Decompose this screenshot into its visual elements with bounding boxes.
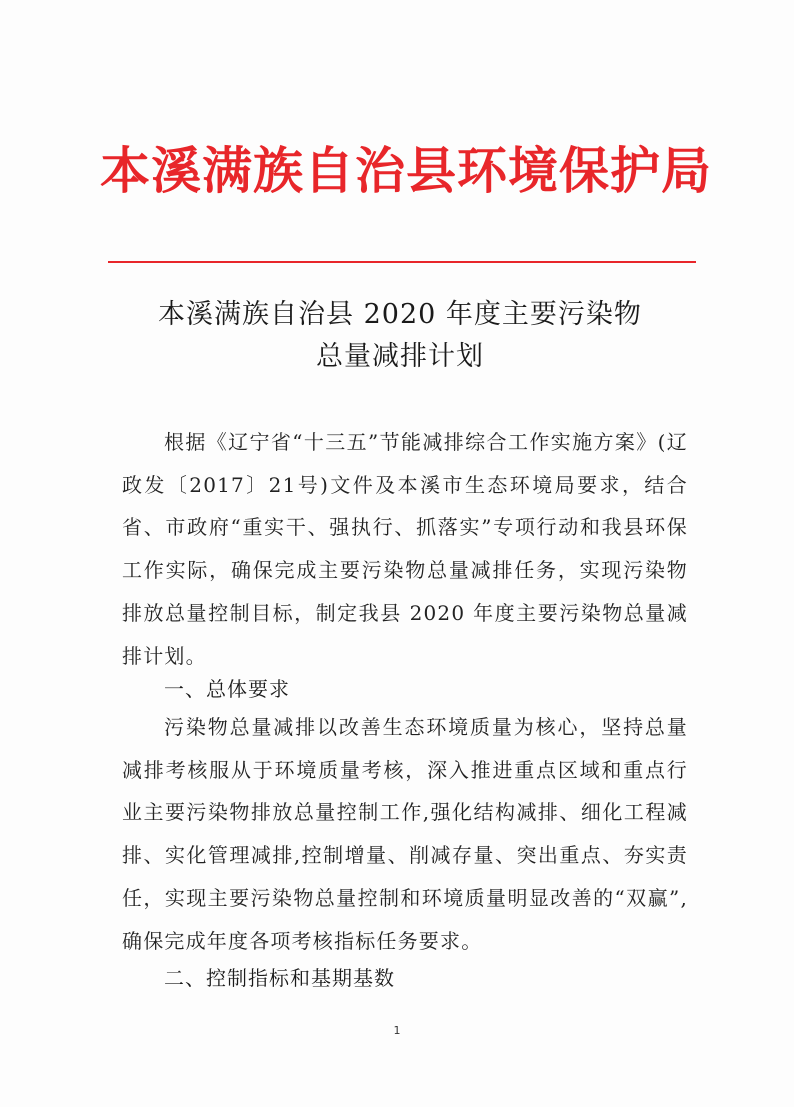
agency-letterhead-title: 本溪满族自治县环境保护局	[100, 142, 712, 200]
letterhead-divider	[108, 261, 696, 263]
section-heading-control-indicators: 二、控制指标和基期基数	[164, 966, 395, 990]
general-requirements-section	[122, 706, 688, 962]
intro-paragraph: 根据《辽宁省“十三五”节能减排综合工作实施方案》(辽政发〔2017〕21号)文件及本溪市生态环境局要求，结合省、市政府“重实干、强执行、抓落实”专项行动和我县环保工作实际，确保完成主要污染物总量减排任务，实现污染物排放总量控制目标，制定我县 2020 年度主要污染物总量减排计划。	[122, 430, 688, 668]
document-title-line-2: 总量减排计划	[316, 341, 484, 372]
intro-section	[122, 421, 688, 677]
general-requirements-paragraph: 污染物总量减排以改善生态环境质量为核心，坚持总量减排考核服从于环境质量考核，深入推进重点区域和重点行业主要污染物排放总量控制工作,强化结构减排、细化工程减排、实化管理减排,控制增量、削减存量、突出重点、夯实责任，实现主要污染物总量控制和环境质量明显改善的“双赢”,确保完成年度各项考核指标任务要求。	[122, 715, 688, 953]
document-title-line-1: 本溪满族自治县 2020 年度主要污染物	[158, 299, 642, 330]
section-heading-general-requirements: 一、总体要求	[164, 677, 290, 701]
document-title	[100, 294, 700, 378]
page-number: 1	[393, 1024, 401, 1037]
